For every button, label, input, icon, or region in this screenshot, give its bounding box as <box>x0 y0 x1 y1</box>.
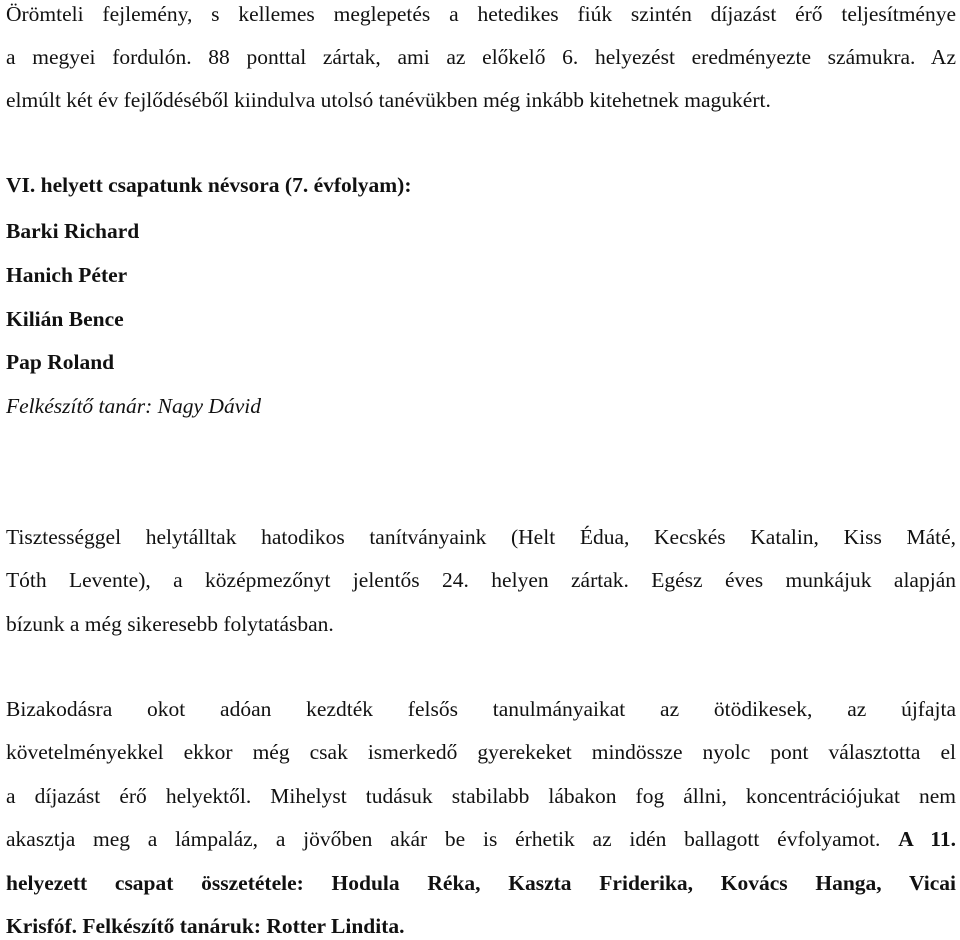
team-member: Barki Richard <box>6 219 140 243</box>
text-line: helyezett csapat összetétele: Hodula Réka, Kaszta Friderika, Kovács Hanga, Vicai <box>6 871 956 895</box>
text-segment: akasztja meg a lámpaláz, a jövőben akár be is érhetik az idén ballagott évfolyamot. <box>6 827 881 851</box>
text-line <box>6 827 956 852</box>
text-line: Tisztességgel helytálltak hatodikos tanítványaink (Helt Édua, Kecskés Katalin, Kiss Máté, <box>6 525 956 549</box>
team-teacher: Felkészítő tanár: Nagy Dávid <box>6 394 261 418</box>
text-line: Krisfóf. Felkészítő tanáruk: Rotter Lindita. <box>6 914 405 938</box>
text-line: a díjazást érő helyektől. Mihelyst tudásuk stabilabb lábakon fog állni, koncentrációjukat nem <box>6 784 956 808</box>
text-line: Tóth Levente), a középmezőnyt jelentős 24. helyen zártak. Egész éves munkájuk alapján <box>6 568 956 592</box>
text-line: elmúlt két év fejlődéséből kiindulva utolsó tanévükben még inkább kitehetnek magukért. <box>6 88 771 112</box>
text-segment-bold: A 11. <box>898 827 956 851</box>
text-line: bízunk a még sikeresebb folytatásban. <box>6 612 334 636</box>
team-heading: VI. helyett csapatunk névsora (7. évfolyam): <box>6 173 412 197</box>
team-member: Kilián Bence <box>6 307 124 331</box>
team-member: Hanich Péter <box>6 263 128 287</box>
team-member: Pap Roland <box>6 350 115 374</box>
text-line: követelményekkel ekkor még csak ismerkedő gyerekeket mindössze nyolc pont választotta el <box>6 740 956 764</box>
text-line: Bizakodásra okot adóan kezdték felsős tanulmányaikat az ötödikesek, az újfajta <box>6 697 956 721</box>
text-line: a megyei fordulón. 88 ponttal zártak, ami az előkelő 6. helyezést eredményezte számukra. Az <box>6 45 956 69</box>
text-line: Örömteli fejlemény, s kellemes meglepetés a hetedikes fiúk szintén díjazást érő teljesítménye <box>6 2 956 26</box>
